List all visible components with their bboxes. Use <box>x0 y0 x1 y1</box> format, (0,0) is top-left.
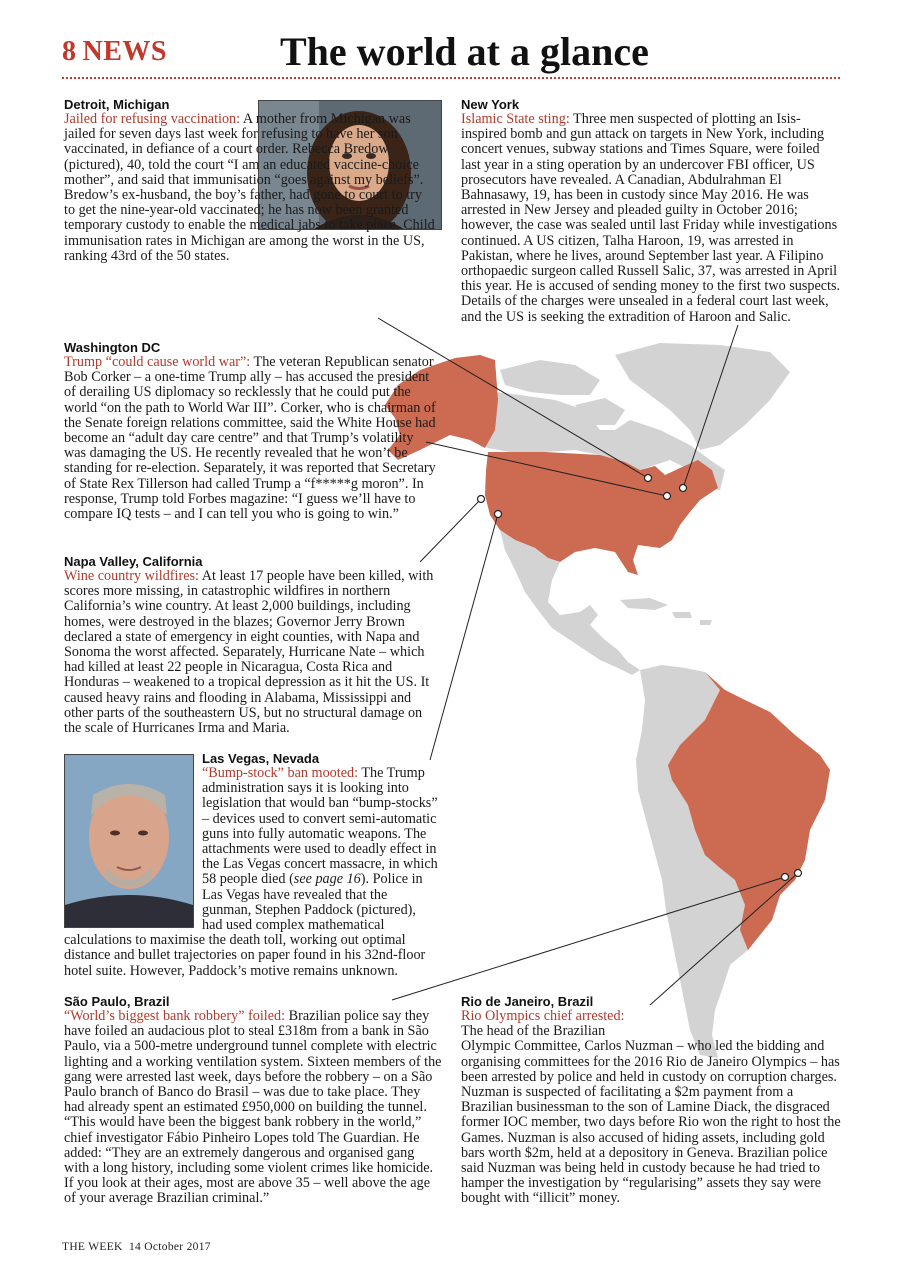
caribbean-shape <box>620 598 712 625</box>
story-kicker: Wine country wildfires: <box>64 568 199 584</box>
story-kicker: Islamic State sting: <box>461 111 570 127</box>
story-body: Three men suspected of plotting an Isis-inspired bomb and gun attack on targets in New York, including concert venues, subway stations and Times Square, were foiled last year in a sting operation by an undercover FBI officer, US prosecutors have revealed. A Canadian, Abdulrahman El Bahnasawy, 19, has been in custody since May 2016. He was arrested in New Jersey and pleaded guilty in October 2016; however, the case was sealed until last Friday while investigations continued. A US citizen, Talha Haroon, 19, was arrested in Pakistan, where he lives, around September last year. A Filipino orthopaedic surgeon called Russell Salic, 37, was arrested in April this year. He is accused of sending money to the first two suspects. Details of the charges were unsealed in a federal court last week, and the US is seeking the extradition of Haroon and Salic. <box>461 111 841 325</box>
story-location: Detroit, Michigan <box>64 97 170 112</box>
story-location: Rio de Janeiro, Brazil <box>461 994 594 1009</box>
photo-float-spacer <box>64 751 202 927</box>
story-location: Las Vegas, Nevada <box>202 751 320 766</box>
story-kicker: “World’s biggest bank robbery” foiled: <box>64 1008 286 1024</box>
vegas-connector <box>430 514 498 760</box>
rio-marker <box>795 870 802 877</box>
page-title: The world at a glance <box>280 29 649 74</box>
page-number: 8 <box>62 36 77 67</box>
story-kicker: Jailed for refusing vaccination: <box>64 111 241 127</box>
story-body-continued: ). Police in Las Vegas have revealed that the gunman, Stephen Paddock (pictured), had used complex mathematical calculations to maximise the death toll, working out optimal distance and bullet trajectories on paper found in his 32nd-floor hotel suite. However, Paddock’s motive remains unknown. <box>64 871 426 979</box>
story-detroit <box>64 97 436 264</box>
story-body: The Trump administration says it is looking into legislation that would ban “bump-stocks” – devices used to convert semi-automatic guns into fully automatic weapons. The attachments were used to deadly effect in the Las Vegas concert massacre, in which 58 people died ( <box>202 765 438 888</box>
story-new-york <box>461 97 841 325</box>
story-location: Napa Valley, California <box>64 554 203 569</box>
story-body: At least 17 people have been killed, with scores more missing, in catastrophic wildfires in northern California’s wine country. At least 2,000 buildings, including homes, were destroyed in the blazes; Governor Jerry Brown declared a state of emergency in eight counties, with Napa and Sonoma the worst affected. Separately, Hurricane Nate – which had killed at least 22 people in Nicaragua, Costa Rica and Honduras – weakened to a tropical depression as it hit the US. It caused heavy rains and flooding in Alabama, Mississippi and other parts of the southeastern US, but no structural damage on the scale of Hurricanes Irma and Maria. <box>64 568 434 737</box>
saopaulo-marker <box>782 874 789 881</box>
story-body: The veteran Republican senator Bob Corker – a one-time Trump ally – has accused the president of derailing US diplomacy so recklessly that he could put the world “on the path to World War III”. Corker, who is chairman of the Senate foreign relations committee, said the White House had become an “adult day care centre” and that Trump’s volatility was damaging the US. He recently revealed that he won’t be standing for re-election. Separately, it was reported that Secretary of State Rex Tillerson had called Trump a “f*****g moron”. In response, Trump told Forbes magazine: “I guess we’ll have to compare IQ tests – and I can tell you who is going to win.” <box>64 354 436 523</box>
washington-marker <box>664 493 671 500</box>
vegas-marker <box>495 511 502 518</box>
story-rio <box>461 994 841 1207</box>
story-washington <box>64 340 436 522</box>
napa-marker <box>478 496 485 503</box>
story-body: A mother from Michigan was jailed for seven days last week for refusing to have her son vaccinated, in defiance of a court order. Rebecca Bredow (pictured), 40, told the court “I am an educated vaccine-choice mother”, and said that immunisation “goes against my beliefs”. Bredow’s ex-husband, the boy’s father, had gone to court to try to get the nine-year-old vaccinated; he has now been granted temporary custody to enable the medical jabs to take place. Child immunisation rates in Michigan are among the worst in the US, ranking 43rd of the 50 states. <box>64 111 435 264</box>
story-location: New York <box>461 97 520 112</box>
story-body: Brazilian police say they have foiled an audacious plot to steal £318m from a bank in São Paulo, via a 500-metre underground tunnel complete with electric lighting and a working ventilation system. Sixteen members of the gang were arrested last week, days before the robbery – on a São Paulo branch of Banco do Brasil – was due to take place. They had already spent an estimated £950,000 on building the tunnel. “This would have been the biggest bank robbery in the world,” chief investigator Fábio Pinheiro Lopes told The Guardian. He added: “They are an extremely dangerous and organised gang with a long history, including some violent crimes like homicide. If you look at their ages, most are above 35 – well above the age of your average Brazilian criminal.” <box>64 1008 442 1207</box>
story-sao-paulo <box>64 994 442 1207</box>
page-reference: see page 16 <box>293 871 361 888</box>
story-location: São Paulo, Brazil <box>64 994 170 1009</box>
story-vegas <box>64 751 438 979</box>
story-napa <box>64 554 436 736</box>
story-kicker: Trump “could cause world war”: <box>64 354 251 370</box>
story-kicker: “Bump-stock” ban mooted: <box>202 765 359 781</box>
publication-name: THE WEEK <box>62 1241 123 1253</box>
arctic-islands-shape <box>500 360 600 395</box>
section-name: NEWS <box>82 36 167 67</box>
detroit-marker <box>645 475 652 482</box>
story-body: The head of the Brazilian Olympic Committee, Carlos Nuzman – who led the bidding and organising committees for the 2016 Rio de Janeiro Olympics – has been arrested by police and held in custody on corruption charges. Nuzman is suspected of facilitating a $2m payment from a Brazilian businessman to the son of Lamine Diack, the disgraced former IOC member, two days before Rio won the right to host the Games. Nuzman is also accused of hiding assets, including gold bars worth $2m, held at a depository in Geneva. Brazilian police said Nuzman was being held in custody because he had tried to hamper the investigation by “regularising” assets they say were bought with “illicit” money. <box>461 1023 841 1207</box>
text-wrap-spacer <box>641 994 841 1039</box>
story-kicker: Rio Olympics chief arrested: <box>461 1008 625 1024</box>
newyork-marker <box>680 485 687 492</box>
issue-date: 14 October 2017 <box>129 1241 211 1253</box>
story-location: Washington DC <box>64 340 161 355</box>
page-footer <box>62 1241 211 1253</box>
